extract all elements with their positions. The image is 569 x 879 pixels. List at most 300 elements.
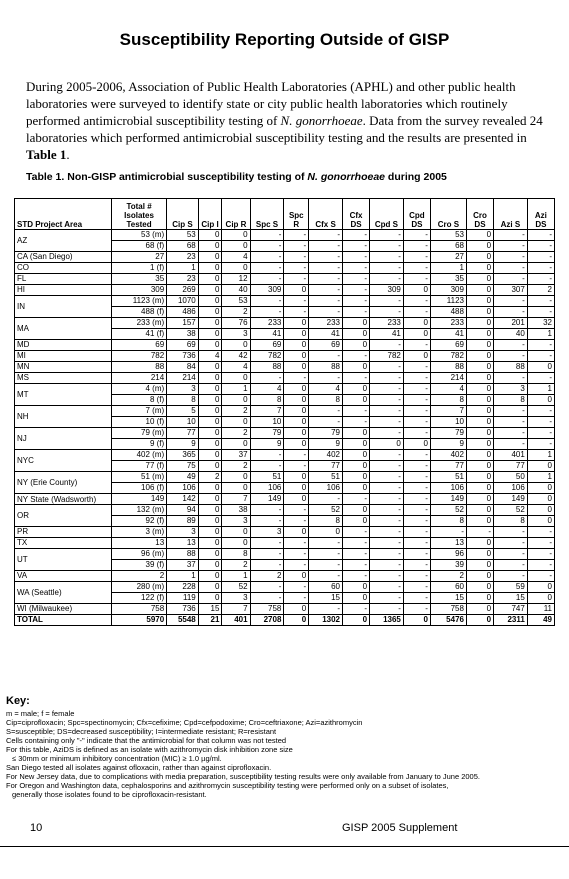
table-cell: 0	[222, 373, 250, 384]
table-cell: 0	[198, 461, 222, 472]
table-cell: 41	[370, 329, 404, 340]
table-cell: -	[527, 230, 554, 241]
table-cell: 49	[167, 472, 199, 483]
key-lines	[6, 709, 561, 799]
table-cell: 40	[222, 285, 250, 296]
table-cell: 0	[284, 527, 309, 538]
table-cell: -	[343, 527, 370, 538]
table-cell: -	[494, 274, 528, 285]
table-cell: -	[403, 582, 430, 593]
table-cell: 0	[466, 615, 493, 626]
table-cell: -	[430, 527, 466, 538]
table-cell: 0	[466, 505, 493, 516]
table-cell: -	[527, 351, 554, 362]
table-cell: -	[494, 263, 528, 274]
table-cell: 7	[222, 494, 250, 505]
table-cell: 0	[198, 329, 222, 340]
table-cell: 758	[430, 604, 466, 615]
table-cell: 0	[466, 560, 493, 571]
area-cell: NY State (Wadsworth)	[15, 494, 112, 505]
table-cell: 0	[284, 340, 309, 351]
table-cell: 37	[167, 560, 199, 571]
table-cell: -	[403, 241, 430, 252]
table-cell: 0	[466, 395, 493, 406]
table-cell: 0	[198, 296, 222, 307]
table-cell: 0	[198, 505, 222, 516]
table-cell: 0	[403, 329, 430, 340]
table-cell: 38	[167, 329, 199, 340]
table-row	[15, 538, 555, 549]
table-cell: 15	[430, 593, 466, 604]
table-cell: -	[403, 527, 430, 538]
area-cell: WA (Seattle)	[15, 582, 112, 604]
key-line: For this table, AziDS is defined as an isolate with azithromycin disk inhibition zone size	[6, 745, 293, 754]
table-cell: 309	[370, 285, 404, 296]
table-cell: 53	[167, 230, 199, 241]
table-cell: -	[494, 252, 528, 263]
key-line: generally those isolates found to be ciprofloxacin-resistant.	[12, 790, 207, 799]
table-cell: 0	[527, 516, 554, 527]
table-cell: 8	[430, 516, 466, 527]
table-cell: 0	[466, 439, 493, 450]
table-cell: 307	[494, 285, 528, 296]
table-cell: 4	[198, 351, 222, 362]
table-cell: -	[403, 384, 430, 395]
table-cell: 1	[527, 329, 554, 340]
table-cell: 132 (m)	[111, 505, 166, 516]
table-cell: -	[527, 571, 554, 582]
table-cell: 0	[343, 615, 370, 626]
table-cell: -	[527, 252, 554, 263]
table-cell: -	[494, 538, 528, 549]
table-cell: 0	[198, 593, 222, 604]
table-cell: 0	[466, 494, 493, 505]
table-cell: 15	[198, 604, 222, 615]
table-cell: 52	[494, 505, 528, 516]
table-header	[15, 199, 555, 230]
table-cell: 39	[430, 560, 466, 571]
table-cell: 12	[222, 274, 250, 285]
table-cell: 4	[430, 384, 466, 395]
table-cell: 0	[527, 395, 554, 406]
table-cell: -	[250, 263, 284, 274]
table-cell: 0	[284, 384, 309, 395]
table-cell: -	[343, 296, 370, 307]
table-cell: 0	[198, 362, 222, 373]
table-row	[15, 318, 555, 329]
table-cell: -	[309, 351, 343, 362]
table-cell: 0	[284, 395, 309, 406]
table-cell: 1	[222, 384, 250, 395]
table-cell: 0	[527, 593, 554, 604]
table-cell: 41 (f)	[111, 329, 166, 340]
table-cell: -	[403, 472, 430, 483]
key-line: m = male; f = female	[6, 709, 75, 718]
table-cell: 0	[198, 549, 222, 560]
table-cell: 35	[430, 274, 466, 285]
table-cell: -	[284, 307, 309, 318]
table-cell: -	[343, 241, 370, 252]
table-cell: -	[343, 571, 370, 582]
area-cell: MT	[15, 384, 112, 406]
table-cell: -	[309, 538, 343, 549]
table-cell: 0	[198, 263, 222, 274]
area-cell: MS	[15, 373, 112, 384]
table-cell: -	[309, 230, 343, 241]
table-cell: 27	[430, 252, 466, 263]
table-row	[15, 274, 555, 285]
table-cell: 92 (f)	[111, 516, 166, 527]
table-cell: -	[370, 549, 404, 560]
table-cell: 747	[494, 604, 528, 615]
table-cell: -	[403, 571, 430, 582]
area-cell: FL	[15, 274, 112, 285]
area-cell: VA	[15, 571, 112, 582]
table-cell: 15	[494, 593, 528, 604]
table-cell: 88	[430, 362, 466, 373]
table-cell: 7	[222, 604, 250, 615]
table-cell: -	[284, 252, 309, 263]
table-cell: 4	[222, 252, 250, 263]
table-cell: 41	[430, 329, 466, 340]
table-cell: 3	[222, 329, 250, 340]
table-cell: 69	[167, 340, 199, 351]
table-cell: 0	[198, 285, 222, 296]
table-cell: 0	[466, 307, 493, 318]
key-line: For Oregon and Washington data, cephalosporins and azithromycin susceptibility testing were performed only on a subset of isolates,	[6, 781, 449, 790]
table-cell: 0	[198, 483, 222, 494]
table-cell: 9	[430, 439, 466, 450]
area-cell: TOTAL	[15, 615, 112, 626]
table-cell: 9	[250, 439, 284, 450]
table-cell: 9	[309, 439, 343, 450]
table-cell: 486	[167, 307, 199, 318]
table-cell: 69	[250, 340, 284, 351]
table-cell: -	[370, 252, 404, 263]
table-cell: 269	[167, 285, 199, 296]
area-cell: CA (San Diego)	[15, 252, 112, 263]
table-cell: 149	[111, 494, 166, 505]
table-cell: -	[309, 406, 343, 417]
table-cell: -	[527, 538, 554, 549]
table-cell: -	[494, 417, 528, 428]
table-cell: -	[494, 296, 528, 307]
table-cell: -	[403, 417, 430, 428]
table-cell: -	[370, 505, 404, 516]
table-cell: 3	[167, 384, 199, 395]
table-cell: 233	[309, 318, 343, 329]
table-cell: 8	[494, 516, 528, 527]
table-cell: 401	[494, 450, 528, 461]
table-cell: 758	[111, 604, 166, 615]
table-cell: -	[284, 263, 309, 274]
table-cell: 233 (m)	[111, 318, 166, 329]
table-cell: 214	[430, 373, 466, 384]
intro-text-1: During 2005-2006, Association of Public Health Laboratories (APHL) and other public health laboratories were surveyed to identify state or city public health laboratories which routinely performed antimicrobial susceptibility testing of	[26, 79, 516, 128]
table-cell: 0	[466, 263, 493, 274]
table-cell: 157	[167, 318, 199, 329]
table-cell: 0	[284, 615, 309, 626]
table-cell: -	[250, 505, 284, 516]
table-cell: 0	[222, 527, 250, 538]
table-cell: 0	[284, 351, 309, 362]
table-cell: -	[284, 373, 309, 384]
table-cell: -	[250, 549, 284, 560]
table-cell: 32	[527, 318, 554, 329]
page-title: Susceptibility Reporting Outside of GISP	[119, 30, 450, 49]
table-cell: 0	[284, 604, 309, 615]
table-cell: 106	[167, 483, 199, 494]
table-cell: -	[343, 538, 370, 549]
table-cell: -	[527, 560, 554, 571]
table-cell: 94	[167, 505, 199, 516]
table-cell: -	[494, 527, 528, 538]
table-cell: -	[343, 252, 370, 263]
table-cell: 149	[430, 494, 466, 505]
table-cell: -	[494, 560, 528, 571]
table-cell: -	[284, 549, 309, 560]
table-cell: 84	[167, 362, 199, 373]
table-cell: 4	[222, 362, 250, 373]
table-cell: 488 (f)	[111, 307, 166, 318]
table-cell: 0	[466, 417, 493, 428]
table-row	[15, 505, 555, 516]
table-cell: 1	[527, 450, 554, 461]
table-cell: 2	[222, 461, 250, 472]
table-cell: 0	[198, 516, 222, 527]
table-cell: 0	[343, 340, 370, 351]
table-cell: 782	[430, 351, 466, 362]
table-cell: -	[343, 373, 370, 384]
table-cell: 0	[343, 384, 370, 395]
table-cell: -	[343, 494, 370, 505]
area-cell: IN	[15, 296, 112, 318]
table-cell: -	[250, 450, 284, 461]
table-cell: 0	[198, 307, 222, 318]
table-cell: 0	[466, 604, 493, 615]
table-cell: 1	[167, 263, 199, 274]
table-cell: 23	[167, 274, 199, 285]
table-cell: 88	[309, 362, 343, 373]
column-header: Cip S	[167, 199, 199, 230]
table-caption	[26, 171, 546, 183]
table-cell: -	[370, 527, 404, 538]
table-cell: 60	[309, 582, 343, 593]
table-cell: 4	[309, 384, 343, 395]
table-row	[15, 373, 555, 384]
table-cell: -	[250, 307, 284, 318]
table-cell: 41	[250, 329, 284, 340]
column-header: Cro S	[430, 199, 466, 230]
table-cell: 77	[494, 461, 528, 472]
table-cell: 0	[466, 549, 493, 560]
table-cell: 0	[527, 494, 554, 505]
table-cell: 2	[198, 472, 222, 483]
table-cell: 106	[309, 483, 343, 494]
table-cell: 37	[222, 450, 250, 461]
area-cell: CO	[15, 263, 112, 274]
table-cell: -	[370, 274, 404, 285]
table-cell: 214	[111, 373, 166, 384]
table-cell: 0	[466, 384, 493, 395]
table-cell: 10 (f)	[111, 417, 166, 428]
table-cell: 77	[430, 461, 466, 472]
table-cell: 51	[250, 472, 284, 483]
table-cell: 23	[167, 252, 199, 263]
table-cell: 106	[494, 483, 528, 494]
table-cell: -	[250, 560, 284, 571]
table-cell: -	[284, 538, 309, 549]
table-cell: 0	[284, 318, 309, 329]
table-cell: 0	[527, 483, 554, 494]
table-cell: 3	[222, 516, 250, 527]
table-cell: 8	[222, 549, 250, 560]
table-cell: -	[403, 549, 430, 560]
table-cell: -	[494, 340, 528, 351]
table-cell: 4 (m)	[111, 384, 166, 395]
table-cell: 0	[343, 395, 370, 406]
table-body	[15, 230, 555, 626]
table-cell: 60	[430, 582, 466, 593]
table-cell: 233	[430, 318, 466, 329]
table-cell: 38	[222, 505, 250, 516]
table-row	[15, 406, 555, 417]
table-cell: 0	[466, 274, 493, 285]
table-cell: 10	[250, 417, 284, 428]
table-cell: -	[403, 516, 430, 527]
area-cell: UT	[15, 549, 112, 571]
table-cell: 0	[343, 516, 370, 527]
table-cell: -	[370, 417, 404, 428]
table-cell: 0	[284, 285, 309, 296]
table-row	[15, 472, 555, 483]
table-cell: 0	[403, 318, 430, 329]
table-cell: 0	[198, 395, 222, 406]
table-cell: 79	[430, 428, 466, 439]
table-cell: -	[250, 516, 284, 527]
table-cell: 119	[167, 593, 199, 604]
table-cell: -	[403, 450, 430, 461]
table-cell: 10	[167, 417, 199, 428]
table-cell: 0	[343, 428, 370, 439]
table-row	[15, 296, 555, 307]
table-cell: 69	[430, 340, 466, 351]
table-cell: -	[527, 307, 554, 318]
table-cell: 75	[167, 461, 199, 472]
table-cell: 0	[198, 560, 222, 571]
table-cell: 0	[198, 241, 222, 252]
table-cell: 0	[198, 318, 222, 329]
header-row	[15, 199, 555, 230]
table-cell: 0	[466, 351, 493, 362]
table-cell: 0	[466, 472, 493, 483]
table-cell: 2	[111, 571, 166, 582]
table-cell: 0	[343, 483, 370, 494]
table-cell: -	[370, 494, 404, 505]
table-cell: 0	[343, 329, 370, 340]
column-header: STD Project Area	[15, 199, 112, 230]
table-cell: -	[343, 307, 370, 318]
table-cell: 68 (f)	[111, 241, 166, 252]
table-cell: -	[370, 461, 404, 472]
table-cell: 50	[494, 472, 528, 483]
table-cell: -	[343, 285, 370, 296]
table-cell: 13	[167, 538, 199, 549]
key-line: S=susceptible; DS=decreased susceptibility; I=intermediate resistant; R=resistant	[6, 727, 277, 736]
table-cell: -	[370, 450, 404, 461]
total-row	[15, 615, 555, 626]
table-cell: -	[250, 241, 284, 252]
table-cell: 3 (m)	[111, 527, 166, 538]
table-cell: -	[370, 384, 404, 395]
table-cell: -	[403, 461, 430, 472]
table-cell: 0	[222, 263, 250, 274]
table-cell: -	[250, 373, 284, 384]
table-cell: 88	[167, 549, 199, 560]
table-cell: 0	[198, 439, 222, 450]
table-cell: -	[403, 538, 430, 549]
table-cell: 0	[198, 494, 222, 505]
table-cell: 1123 (m)	[111, 296, 166, 307]
table-cell: -	[309, 296, 343, 307]
table-cell: 0	[403, 285, 430, 296]
column-header: Spc S	[250, 199, 284, 230]
table-cell: 53	[222, 296, 250, 307]
table-cell: 0	[527, 582, 554, 593]
table-cell: 402 (m)	[111, 450, 166, 461]
table-cell: 3	[222, 593, 250, 604]
table-cell: 0	[284, 571, 309, 582]
table-cell: -	[370, 604, 404, 615]
table-cell: -	[343, 263, 370, 274]
table-cell: 0	[466, 461, 493, 472]
table-cell: -	[494, 428, 528, 439]
table-cell: 51	[309, 472, 343, 483]
table-cell: 106	[430, 483, 466, 494]
table-cell: 122 (f)	[111, 593, 166, 604]
table-row	[15, 351, 555, 362]
table-cell: 13	[111, 538, 166, 549]
table-cell: 1123	[430, 296, 466, 307]
table-cell: 0	[343, 461, 370, 472]
table-cell: 35	[111, 274, 166, 285]
table-cell: 1 (f)	[111, 263, 166, 274]
table-cell: 0	[284, 406, 309, 417]
table-cell: -	[403, 252, 430, 263]
table-cell: -	[250, 582, 284, 593]
table-cell: -	[343, 230, 370, 241]
table-row	[15, 263, 555, 274]
column-header: Cpd S	[370, 199, 404, 230]
table-cell: 0	[466, 571, 493, 582]
table-cell: 0	[222, 241, 250, 252]
table-cell: 0	[222, 395, 250, 406]
table-cell: 2311	[494, 615, 528, 626]
table-cell: -	[527, 373, 554, 384]
table-cell: -	[370, 560, 404, 571]
table-cell: 8	[250, 395, 284, 406]
intro-paragraph	[26, 78, 546, 163]
table-cell: -	[527, 549, 554, 560]
table-cell: 0	[284, 472, 309, 483]
table-cell: 51 (m)	[111, 472, 166, 483]
table-cell: -	[494, 571, 528, 582]
table-row	[15, 549, 555, 560]
column-header: Spc R	[284, 199, 309, 230]
table-cell: -	[309, 560, 343, 571]
table-row	[15, 230, 555, 241]
table-cell: -	[370, 230, 404, 241]
